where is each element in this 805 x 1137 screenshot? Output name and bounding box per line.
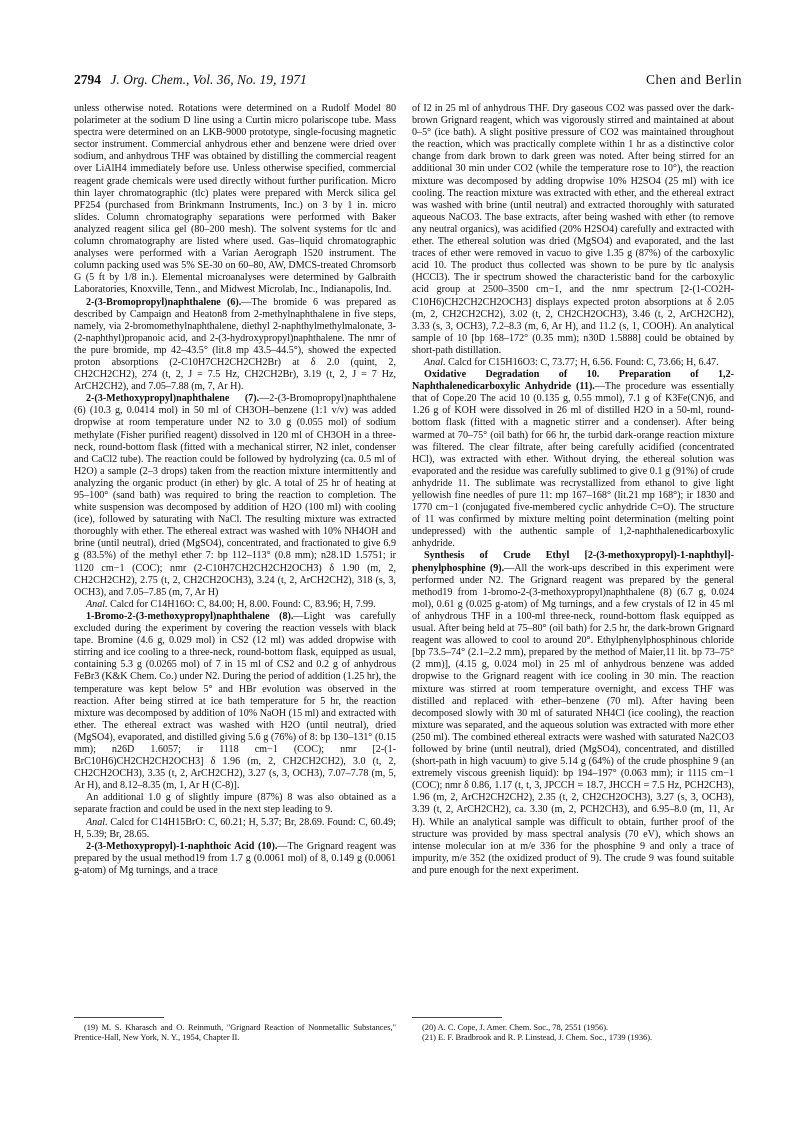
paragraph-compound-7 — [74, 393, 396, 599]
body-compound-10: —The Grignard reagent was prepared by the usual method19 from 1.7 g (0.0061 mol) of 8, 0.149 g (0.0061 g-atom) of Mg turnings, and a trace — [74, 840, 396, 876]
heading-compound-8: 1-Bromo-2-(3-methoxypropyl)naphthalene (8). — [86, 610, 294, 622]
paragraph-compound-8 — [74, 611, 396, 792]
heading-oxidative-degradation: Oxidative Degradation of 10. Preparation of 1,2-Naphthalenedicarboxylic Anhydride (11). — [412, 369, 734, 393]
heading-compound-6: 2-(3-Bromopropyl)naphthalene (6). — [86, 296, 242, 308]
anal-label: Anal. — [86, 598, 108, 610]
anal-label: Anal. — [86, 816, 108, 828]
page-number: 2794 — [74, 72, 101, 87]
paragraph-compound-9 — [412, 550, 734, 877]
paragraph-oxidative-degradation — [412, 369, 734, 550]
paragraph-analysis-7 — [74, 599, 396, 611]
anal-body: Calcd for C15H16O3: C, 73.77; H, 6.56. Found: C, 73.66; H, 6.47. — [448, 356, 719, 368]
footnotes-right — [412, 1023, 734, 1044]
anal-label: Anal. — [424, 356, 446, 368]
paragraph-additional-8: An additional 1.0 g of slightly impure (87%) 8 was also obtained as a separate fraction and could be used in the next step leading to 9. — [74, 792, 396, 816]
footnote-rule-right — [412, 1017, 502, 1018]
footnote-rule-left — [74, 1017, 164, 1018]
paragraph-compound-10-continued: of I2 in 25 ml of anhydrous THF. Dry gaseous CO2 was passed over the dark-brown Grignard reagent, which was vigorously stirred and maintained at about 0–5° (ice bath). A slight positive pressure of CO2 was maintained throughout the reaction, which was practically complete within 1 hr as a distinctive color change from dark brown to dark green was noted. After being stirred for an additional 30 min under CO2 (while the temperature rose to 10°), the reaction mixture was decomposed by adding dropwise 10% H2SO4 (25 ml) with ice cooling. The reaction mixture was extracted with ether, and the ethereal extract was washed with brine (until neutral) and extracted thoroughly with saturated aqueous NaCO3. The base extracts, after being washed with ether (to remove any neutral organics), was acidified (20% H2SO4) carefully and extracted with ether. The ethereal solution was dried (MgSO4) and evaporated, and the last traces of ether were removed in vacuo to give 1.35 g (87%) of the carboxylic acid 10. The product thus collected was shown to be pure by tlc analysis (HCCl3). The ir spectrum showed the characteristic band for the carboxylic acid group at 2500–3500 cm−1, and the nmr spectrum [2-(1-CO2H-C10H6)CH2CH2CH2OCH3] displays expected proton absorptions at δ 2.05 (m, 2, CH2CH2CH2), 3.02 (t, 2, CH2CH2OCH3), 3.46 (t, 2, ArCH2CH2), 3.33 (s, 3, OCH3), 7.2–8.3 (m, 6, Ar H), and 11.2 (s, 1, COOH). An analytical sample of 10 [bp 168–172° (0.35 mm); n30D 1.5888] could be obtained by short-path distillation. — [412, 103, 734, 356]
footnote-19: (19) M. S. Kharasch and O. Reinmuth, "Grignard Reaction of Nonmetallic Substances," Prentice-Hall, New York, N. Y., 1954, Chapter II. — [74, 1023, 396, 1043]
page-header — [74, 72, 742, 92]
paragraph-compound-10 — [74, 841, 396, 877]
journal-citation: J. Org. Chem., Vol. 36, No. 19, 1971 — [110, 72, 307, 87]
anal-body: Calcd for C14H15BrO: C, 60.21; H, 5.37; Br, 28.69. Found: C, 60.49; H, 5.39; Br, 28.65. — [74, 816, 396, 840]
footnote-20: (20) A. C. Cope, J. Amer. Chem. Soc., 78, 2551 (1956). — [422, 1023, 609, 1032]
paragraph-general-methods: unless otherwise noted. Rotations were determined on a Rudolf Model 80 polarimeter at the sodium D line using a Curtin micro polariscope tube. Mass spectra were determined on an LKB-9000 prototype, single-focusing magnetic sector instrument. Commercial anhydrous ether and benzene were dried over sodium, and anhydrous THF was obtained by distilling the commercial reagent over LiAlH4 immediately before use. Unless otherwise specified, commercial reagent grade chemicals were used directly without further purification. Micro thin layer chromatographic (tlc) plates were prepared with Merck silica gel PF254 (purchased from Brinkmann Instruments, Inc.) on 3 by 1 in. micro slides. Column chromatography separations were performed with Baker analyzed reagent silica gel (80–200 mesh). The solvent systems for tlc and column chromatography are listed where used. Gas–liquid chromatographic analyses were performed with a Varian Aerograph 1520 instrument. The column packing used was 5% SE-30 on 60–80, AW, DMCS-treated Chromsorb G (5 ft by 1/8 in.). Elemental microanalyses were determined by Galbraith Laboratories, Knoxville, Tenn., and Midwest Microlab, Inc., Indianapolis, Ind. — [74, 103, 396, 296]
paragraph-compound-6 — [74, 297, 396, 394]
footnote-21: (21) E. F. Bradbrook and R. P. Linstead, J. Chem. Soc., 1739 (1936). — [422, 1033, 653, 1043]
body-compound-6: —The bromide 6 was prepared as described by Campaign and Heaton8 from 2-methylnaphthalene in five steps, namely, via 2-bromomethylnaphthalene, diethyl 2-naphthylmethylmalonate, 3-(2-naphthyl)propanoic acid, and 2-(3-hydroxypropyl)naphthalene. The nmr of the pure bromide, mp 42–43.5° (lit.8 mp 43.5–44.5°), showed the expected proton absorptions (2-C10H7CH2CH2CH2Br) at δ 2.0 (quint, 2, CH2CH2CH2), 274 (t, 2, J = 7.5 Hz, CH2CH2Br), 3.19 (t, 2, J = 7 Hz, ArCH2CH2), and 7.05–7.88 (m, 7, Ar H). — [74, 296, 396, 393]
footnotes-left — [74, 1023, 396, 1044]
paragraph-analysis-8 — [74, 817, 396, 841]
paragraph-analysis-10 — [412, 357, 734, 369]
body-compound-7: —2-(3-Bromopropyl)naphthalene (6) (10.3 g, 0.0414 mol) in 50 ml of CH3OH–benzene (1:1 v/v) was added dropwise at room temperature under N2 to 3.0 g (0.055 mol) of sodium methylate (Fisher purified reagent) dissolved in 120 ml of CH3OH in a three-neck, round-bottom flask (fitted with a mechanical stirrer, N2 inlet, condenser and CaCl2 tube). The reaction could be followed by hydrolyzing (ca. 0.5 ml of H2O) a sample (2–3 drops) taken from the reaction mixture intermittently and analyzing the organic product (in ether) by glc. A total of 25 hr of heating at 95–100° (sand bath) was required to bring the reaction to completion. The white suspension was decomposed by addition of H2O (100 ml) with cooling (ice), followed by saturating with NaCl. The resulting mixture was extracted thoroughly with ether. The ethereal extract was washed with 10% NH4OH and brine (until neutral), dried (MgSO4), concentrated, and fractionated to give 6.9 g (83.5%) of the methyl ether 7: bp 112–113° (0.8 mm); n28.1D 1.5751; ir 1120 cm−1 (COC); nmr (2-C10H7CH2CH2CH2OCH3) δ 1.90 (m, 2, CH2CH2CH2), 2.75 (t, 2, CH2CH2OCH3), 3.24 (t, 2, ArCH2CH2), 318 (s, 3, OCH3), and 7.05–7.85 (m, 7, Ar H) — [74, 393, 396, 598]
heading-compound-10: 2-(3-Methoxypropyl)-1-naphthoic Acid (10). — [86, 840, 278, 852]
body-compound-9: —All the work-ups described in this experiment were performed under N2. The Grignard reagent was prepared by the general method19 from 1-bromo-2-(3-methoxypropyl)naphthalene (8) (6.7 g, 0.024 mol), 0.61 g (0.025 g-atom) of Mg turnings, and a few crystals of I2 in 45 ml of anhydrous THF in a 100-ml three-neck, round-bottom flask equipped as usual. After being held at 75–80° (oil bath) for 2.5 hr, the dark-brown Grignard reagent was allowed to cool to around 20°. Ethylphenylphosphinous chloride [bp 73.5–74° (2.1–2.2 mm), prepared by the method of Maier,11 lit. bp 73–75° (2 mm)], (4.15 g, 0.024 mol) in 25 ml of anhydrous benzene was added dropwise to the Grignard reagent with ice cooling in 30 min. The reaction mixture was stirred at room temperature overnight, and excess THF was distilled and replaced with ether–benzene (70 ml). After having been decomposed slowly with 30 ml of saturated NH4Cl (ice cooling), the reaction mixture was separated, and the aqueous solution was extracted with more ether (250 ml). The combined ethereal extracts were washed with saturated Na2CO3 followed by brine (until neutral), dried (MgSO4), concentrated, and distilled (short-path in high vacuum) to give 5.14 g (64%) of the crude phosphine 9 (an extremely viscous greenish liquid): bp 194–197° (0.063 mm); ir 1115 cm−1 (COC); nmr δ 0.86, 1.17 (t, t, 3, JPCCH = 18.7, JHCCH = 7.5 Hz, PCH2CH3), 1.96 (m, 2, ArCH2CH2CH2), 2.35 (t, 2, CH2CH2OCH3), 3.27 (s, 3, OCH3), 3.39 (t, 2, ArCH2CH2), ca. 3.30 (m, 2, PCH2CH3), and 6.95–8.0 (m, 11, Ar H). While an analytical sample was difficult to obtain, further proof of the structure was provided by mass spectral analysis (70 eV), which shows an intense molecular ion at m/e 336 for the phosphine 9 and only a trace of impurity, m/e 352 (the oxidized product of 9). The crude 9 was found suitable and pure enough for the next experiment. — [412, 562, 734, 876]
body-oxidative-degradation: —The procedure was essentially that of Cope.20 The acid 10 (0.135 g, 0.55 mmol), 7.1 g of K3Fe(CN)6, and 1.26 g of KOH were dissolved in 26 ml of distilled H2O in a 50-ml, round-bottom flask (fitted with a magnetic stirrer and a condenser). After being warmed at 70–75° (oil bath) for 66 hr, the turbid dark-orange reaction mixture was filtered. The clear filtrate, after being carefully acidified (concentrated HCl), was extracted with ether. Without drying, the ethereal solution was evaporated and the residue was carefully sublimed to give 0.1 g (91%) of crude anhydride 11. The sublimate was recrystallized from ethanol to give light yellowish fine needles of pure 11: mp 167–168° (lit.21 mp 168°); ir 1830 and 1770 cm−1 (conjugated five-membered cyclic anhydride C=O). The structure of 11 was confirmed by mixture melting point determination (melting point undepressed) with the authentic sample of 1,2-naphthalenedicarboxylic anhydride. — [412, 381, 734, 550]
header-left — [74, 72, 307, 88]
heading-compound-9: Synthesis of Crude Ethyl [2-(3-methoxypropyl)-1-naphthyl]-phenylphosphine (9). — [412, 550, 734, 574]
left-column — [74, 103, 396, 877]
anal-body: Calcd for C14H16O: C, 84.00; H, 8.00. Found: C, 83.96; H, 7.99. — [110, 598, 376, 610]
right-column — [412, 103, 734, 877]
running-authors: Chen and Berlin — [646, 72, 742, 87]
body-compound-8: —Light was carefully excluded during the experiment by covering the reaction vessels with black tape. Bromine (4.6 g, 0.029 mol) in CS2 (12 ml) was added dropwise with stirring and ice cooling to a three-neck, round-bottom flask, equipped as usual, containing 5.3 g (0.0265 mol) of 7 in 15 ml of CS2 and 0.2 g of anhydrous FeBr3 (K&K Chem. Co.) under N2. During the period of addition (1.25 hr), the temperature was kept below 5° and HBr evolution was observed in the reaction. After being stirred at ice bath temperature for 5 hr, the reaction mixture was decomposed by addition of 10% NaOH (15 ml) and extracted with ether. The ethereal extract was washed with H2O (until neutral), dried (MgSO4), evaporated, and distilled giving 5.6 g (76%) of 8: bp 130–131° (0.15 mm); n26D 1.6057; ir 1118 cm−1 (COC); nmr [2-(1-BrC10H6)CH2CH2CH2OCH3] δ 1.96 (m, 2, CH2CH2CH2), 3.0 (t, 2, CH2CH2OCH3), 3.35 (t, 2, ArCH2CH2), 3.27 (s, 3, OCH3), 7.07–7.78 (m, 5, Ar H), and 8.12–8.35 (m, 1, Ar H (C-8)]. — [74, 610, 396, 792]
heading-compound-7: 2-(3-Methoxypropyl)naphthalene (7). — [86, 393, 260, 405]
